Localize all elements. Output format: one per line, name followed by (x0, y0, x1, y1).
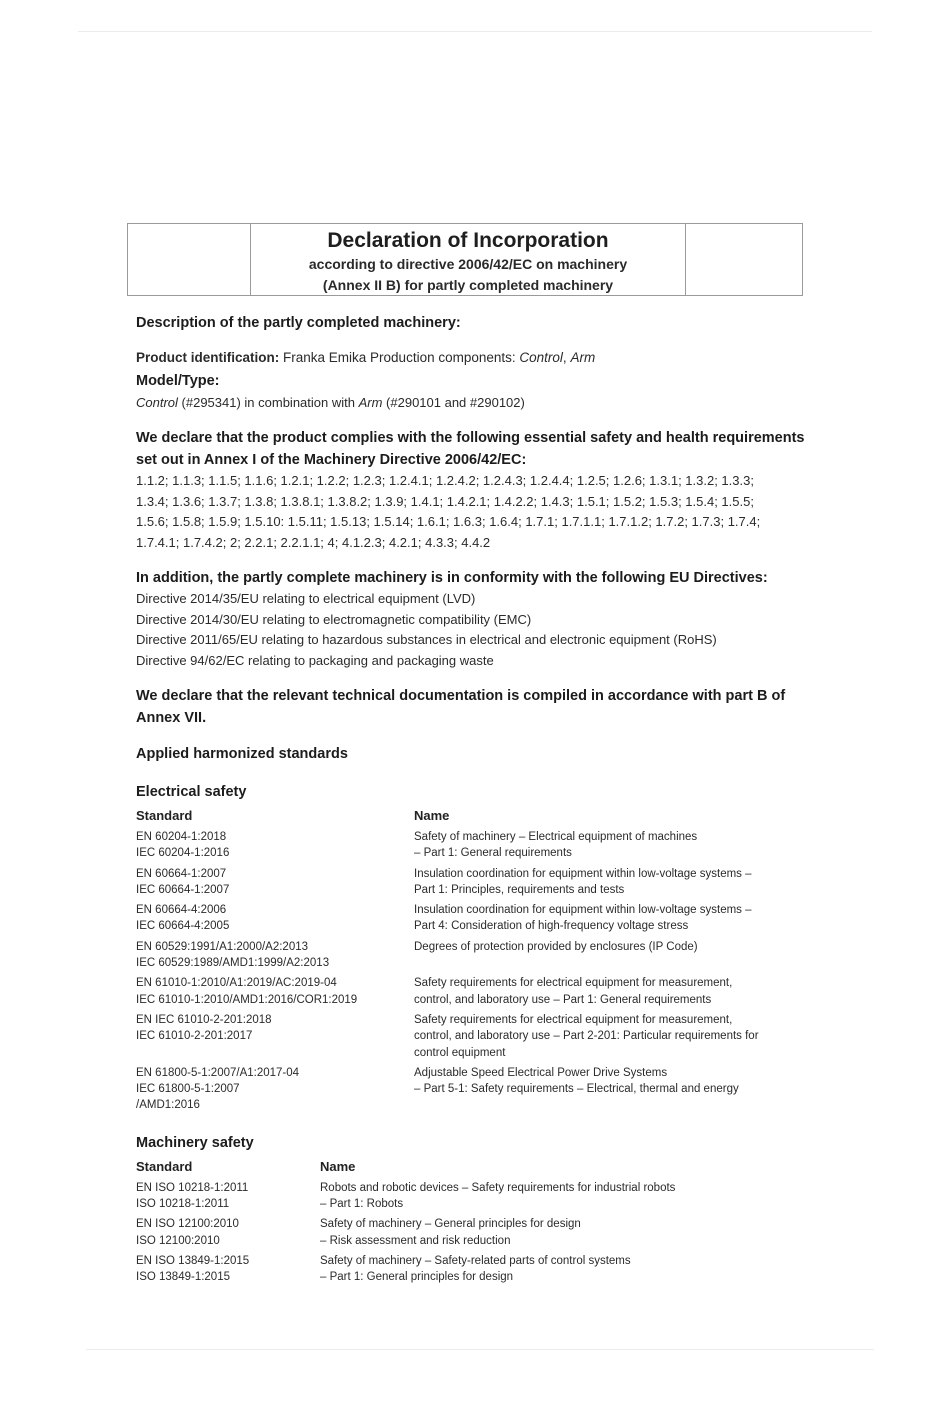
standard-name-line: Safety requirements for electrical equipment for measurement, (414, 977, 733, 990)
table-row (136, 829, 806, 866)
name-cell (320, 1253, 806, 1290)
machinery-standards-table (136, 1158, 806, 1290)
standard-number: IEC 60664-1:2007 (136, 883, 230, 896)
column-header-standard: Standard (136, 1158, 193, 1174)
standard-number: EN 60664-1:2007 (136, 867, 227, 880)
standard-number: /AMD1:2016 (136, 1099, 200, 1112)
table-row (136, 1180, 806, 1217)
standard-number: EN ISO 10218-1:2011 (136, 1181, 249, 1194)
standard-name-line: Degrees of protection provided by enclosures (IP Code) (414, 940, 698, 953)
standard-number: EN ISO 12100:2010 (136, 1218, 239, 1231)
column-header-standard: Standard (136, 808, 193, 823)
standard-number: EN 60529:1991/A1:2000/A2:2013 (136, 940, 309, 953)
standard-name-line: Insulation coordination for equipment within low-voltage systems – (414, 867, 752, 880)
standard-name-line: – Part 1: General principles for design (320, 1271, 514, 1284)
name-cell (320, 1180, 806, 1217)
essential-requirements-line: 1.5.6; 1.5.8; 1.5.9; 1.5.10: 1.5.11; 1.5.13; 1.5.14; 1.6.1; 1.6.3; 1.6.4; 1.7.1; 1.7.1.1; 1.7.1.2; 1.7.2; 1.7.3; 1.7.4; (136, 514, 761, 529)
essential-requirements-line: 1.1.2; 1.1.3; 1.1.5; 1.1.6; 1.2.1; 1.2.2; 1.2.3; 1.2.4.1; 1.2.4.2; 1.2.4.3; 1.2.4.4; 1.2.5; 1.2.6; 1.3.1; 1.3.2; 1.3.3; (136, 473, 754, 488)
standard-number: EN ISO 13849-1:2015 (136, 1254, 250, 1267)
documentation-line-1: We declare that the relevant technical documentation is compiled in accordance with part B of (136, 688, 786, 704)
standard-cell (136, 1012, 414, 1065)
column-header-name: Name (414, 808, 450, 823)
documentation-line-2: Annex VII. (136, 710, 207, 726)
standard-number: IEC 61010-2-201:2017 (136, 1030, 253, 1043)
header-left-cell (128, 224, 251, 295)
standard-number: ISO 12100:2010 (136, 1234, 220, 1247)
machinery-safety-heading: Machinery safety (136, 1134, 254, 1151)
standard-cell (136, 1065, 414, 1118)
standard-cell (136, 939, 414, 976)
product-value-control: Control (519, 350, 563, 365)
standard-name-line: – Risk assessment and risk reduction (320, 1234, 511, 1247)
name-cell (320, 1216, 806, 1253)
standard-name-line: – Part 1: Robots (320, 1198, 404, 1211)
machinery-table-header-row (136, 1158, 806, 1180)
standard-number: IEC 61010-1:2010/AMD1:2016/COR1:2019 (136, 993, 358, 1006)
standard-number: IEC 60529:1989/AMD1:1999/A2:2013 (136, 957, 330, 970)
standard-cell (136, 1253, 320, 1290)
standard-name-line: Robots and robotic devices – Safety requirements for industrial robots (320, 1181, 676, 1194)
model-type-label: Model/Type: (136, 372, 220, 389)
standard-name-line: control, and laboratory use – Part 1: General requirements (414, 993, 712, 1006)
standard-cell (136, 902, 414, 939)
product-identification (136, 348, 806, 369)
directives-heading: In addition, the partly complete machinery is in conformity with the following EU Directives: (136, 570, 768, 586)
standard-cell (136, 1216, 320, 1253)
name-cell (414, 1065, 806, 1118)
column-header-name: Name (320, 1158, 356, 1174)
declaration-subtitle-2: (Annex II B) for partly completed machinery (322, 277, 614, 293)
standard-cell (136, 1180, 320, 1217)
essential-heading-line-1: We declare that the product complies with the following essential safety and health requirements (136, 430, 805, 446)
essential-requirements-list (136, 471, 806, 553)
essential-heading-line-2: set out in Annex I of the Machinery Directive 2006/42/EC: (136, 452, 527, 468)
standard-name-line: Part 4: Consideration of high-frequency voltage stress (414, 920, 689, 933)
standard-name-line: – Part 1: General requirements (414, 847, 572, 860)
model-mid: (#295341) in combination with (177, 394, 359, 410)
standard-cell (136, 975, 414, 1012)
table-row (136, 1216, 806, 1253)
directive-item: Directive 2011/65/EU relating to hazardous substances in electrical and electronic equipment (RoHS) (136, 632, 717, 647)
standard-number: EN 60204-1:2018 (136, 831, 227, 843)
name-cell (414, 939, 806, 976)
standard-number: IEC 61800-5-1:2007 (136, 1083, 240, 1096)
directive-item: Directive 2014/35/EU relating to electrical equipment (LVD) (136, 591, 476, 606)
product-value-sep: , (562, 350, 571, 365)
name-cell (414, 902, 806, 939)
standard-name-line: control, and laboratory use – Part 2-201: Particular requirements for (414, 1030, 759, 1043)
standard-number: EN 61800-5-1:2007/A1:2017-04 (136, 1066, 300, 1079)
product-label: Product identification: (136, 350, 280, 365)
directives-list (136, 589, 806, 671)
table-row (136, 1012, 806, 1065)
standard-number: ISO 13849-1:2015 (136, 1271, 230, 1284)
standard-name-line: control equipment (414, 1046, 506, 1059)
standard-name-line: Safety of machinery – Electrical equipment of machines (414, 831, 698, 843)
standard-number: EN 60664-4:2006 (136, 904, 227, 917)
model-tail: (#290101 and #290102) (382, 394, 525, 410)
electrical-safety-heading: Electrical safety (136, 784, 247, 800)
table-row (136, 939, 806, 976)
standard-name-line: Safety of machinery – Safety-related parts of control systems (320, 1254, 631, 1267)
model-type-value (136, 393, 806, 414)
standard-cell (136, 866, 414, 903)
header-right-cell (685, 224, 802, 295)
model-control: Control (136, 394, 178, 410)
standard-name-line: Safety of machinery – General principles for design (320, 1218, 581, 1231)
directive-item: Directive 2014/30/EU relating to electromagnetic compatibility (EMC) (136, 611, 532, 627)
essential-requirements-line: 1.7.4.1; 1.7.4.2; 2; 2.2.1; 2.2.1.1; 4; 4.1.2.3; 4.2.1; 4.3.3; 4.4.2 (136, 534, 491, 550)
table-row (136, 975, 806, 1012)
standard-name-line: Adjustable Speed Electrical Power Drive Systems (414, 1066, 668, 1079)
declaration-subtitle-1: according to directive 2006/42/EC on machinery (308, 256, 628, 272)
table-row (136, 1253, 806, 1290)
description-heading: Description of the partly completed machinery: (136, 315, 461, 331)
standard-number: EN 61010-1:2010/A1:2019/AC:2019-04 (136, 977, 337, 990)
standard-name-line: Part 1: Principles, requirements and tests (414, 883, 625, 896)
applied-standards-heading: Applied harmonized standards (136, 746, 348, 762)
directive-item: Directive 94/62/EC relating to packaging and packaging waste (136, 652, 494, 668)
name-cell (414, 829, 806, 866)
electrical-table-header-row (136, 807, 806, 829)
essential-requirements-line: 1.3.4; 1.3.6; 1.3.7; 1.3.8; 1.3.8.1; 1.3.8.2; 1.3.9; 1.4.1; 1.4.2.1; 1.4.2.2; 1.4.3; 1.5.1; 1.5.2; 1.5.3; 1.5.4; 1.5.5; (136, 493, 754, 509)
header-title-cell (251, 224, 685, 295)
standard-number: ISO 10218-1:2011 (136, 1198, 230, 1211)
page-bottom-rule (86, 1349, 874, 1350)
table-row (136, 1065, 806, 1118)
electrical-standards-table (136, 807, 806, 1118)
standard-number: IEC 60664-4:2005 (136, 920, 230, 933)
standard-cell (136, 829, 414, 866)
name-cell (414, 975, 806, 1012)
table-row (136, 866, 806, 903)
declaration-header-box (127, 223, 803, 296)
standard-number: IEC 60204-1:2016 (136, 847, 230, 860)
standard-name-line: Insulation coordination for equipment within low-voltage systems – (414, 904, 752, 917)
model-arm: Arm (358, 394, 383, 410)
standard-number: EN IEC 61010-2-201:2018 (136, 1013, 272, 1026)
product-value-arm: Arm (570, 350, 596, 365)
product-value-prefix: Franka Emika Production components: (283, 350, 520, 365)
name-cell (414, 1012, 806, 1065)
table-row (136, 902, 806, 939)
document-body (136, 312, 806, 1290)
name-cell (414, 866, 806, 903)
standard-name-line: Safety requirements for electrical equipment for measurement, (414, 1013, 733, 1026)
page-top-rule (78, 31, 872, 32)
declaration-title: Declaration of Incorporation (327, 229, 609, 252)
standard-name-line: – Part 5-1: Safety requirements – Electrical, thermal and energy (414, 1083, 739, 1096)
